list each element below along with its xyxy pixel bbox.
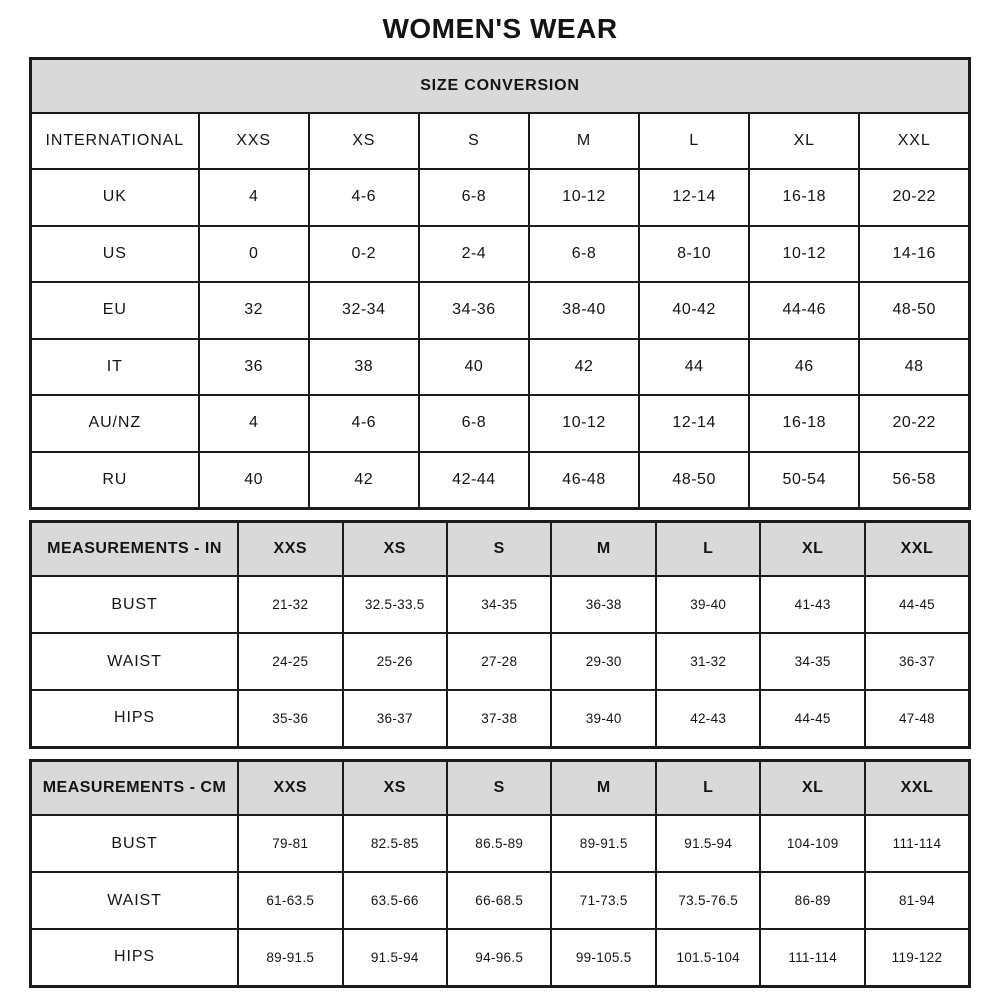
measurements-in-column-value: XXS [238,521,342,576]
measurements-cm-cell-value: 91.5-94 [343,929,447,986]
size-conversion-cell-label: IT [31,339,199,396]
measurements-in-cell-value: 35-36 [238,690,342,747]
size-conversion-body [31,59,970,509]
size-conversion-cell-value: 16-18 [749,169,859,226]
size-conversion-column-value: S [419,113,529,170]
size-conversion-cell-label: RU [31,452,199,509]
size-conversion-cell-value: 6-8 [419,169,529,226]
measurements-cm-body [31,760,970,986]
size-conversion-cell-value: 56-58 [859,452,969,509]
size-conversion-column-value: M [529,113,639,170]
measurements-in-cell-value: 25-26 [343,633,447,690]
measurements-in-column-value: L [656,521,760,576]
size-conversion-cell-value: 42 [529,339,639,396]
size-conversion-cell-value: 10-12 [529,395,639,452]
size-conversion-cell-value: 44 [639,339,749,396]
measurements-cm-column-value: XXS [238,760,342,815]
size-conversion-cell-value: 36 [199,339,309,396]
measurements-cm-cell-value: 104-109 [760,815,864,872]
measurements-in-cell-value: 36-37 [343,690,447,747]
measurements-in-column-value: M [551,521,655,576]
measurements-cm-cell-value: 86-89 [760,872,864,929]
size-conversion-cell-value: 4 [199,395,309,452]
size-conversion-cell-value: 38 [309,339,419,396]
measurements-cm-cell-value: 82.5-85 [343,815,447,872]
size-conversion-cell-value: 8-10 [639,226,749,283]
size-conversion-cell-value: 48-50 [639,452,749,509]
measurements-cm-cell-value: 101.5-104 [656,929,760,986]
size-conversion-cell-value: 20-22 [859,169,969,226]
size-conversion-cell-value: 42 [309,452,419,509]
size-conversion-cell-label: EU [31,282,199,339]
measurements-in-column-value: XL [760,521,864,576]
size-conversion-cell-value: 44-46 [749,282,859,339]
measurements-in-cell-value: 47-48 [865,690,970,747]
size-conversion-cell-value: 48 [859,339,969,396]
measurements-cm-cell-label: BUST [31,815,239,872]
measurements-cm-cell-label: HIPS [31,929,239,986]
measurements-in-cell-value: 36-37 [865,633,970,690]
size-conversion-cell-value: 16-18 [749,395,859,452]
size-conversion-cell-value: 12-14 [639,169,749,226]
measurements-in-column-value: XXL [865,521,970,576]
measurements-cm-cell-value: 86.5-89 [447,815,551,872]
measurements-in-table [29,520,971,749]
size-conversion-cell-value: 32 [199,282,309,339]
size-conversion-cell-value: 4 [199,169,309,226]
measurements-in-column-label: MEASUREMENTS - IN [31,521,239,576]
size-conversion-cell-value: 50-54 [749,452,859,509]
measurements-cm-cell-value: 99-105.5 [551,929,655,986]
measurements-in-cell-value: 32.5-33.5 [343,576,447,633]
size-conversion-cell-value: 38-40 [529,282,639,339]
size-conversion-cell-label: AU/NZ [31,395,199,452]
measurements-cm-cell-value: 91.5-94 [656,815,760,872]
size-conversion-cell-value: 40 [199,452,309,509]
measurements-cm-cell-value: 71-73.5 [551,872,655,929]
measurements-cm-cell-value: 89-91.5 [238,929,342,986]
measurements-cm-column-value: M [551,760,655,815]
size-conversion-cell-label: US [31,226,199,283]
size-conversion-cell-value: 6-8 [419,395,529,452]
measurements-cm-cell-value: 111-114 [760,929,864,986]
measurements-in-cell-label: WAIST [31,633,239,690]
measurements-in-cell-value: 44-45 [865,576,970,633]
measurements-cm-cell-value: 94-96.5 [447,929,551,986]
size-conversion-cell-value: 40 [419,339,529,396]
size-conversion-column-value: XXL [859,113,969,170]
size-conversion-cell-value: 0 [199,226,309,283]
measurements-in-column-value: S [447,521,551,576]
measurements-in-cell-value: 44-45 [760,690,864,747]
measurements-cm-cell-value: 66-68.5 [447,872,551,929]
measurements-in-cell-value: 21-32 [238,576,342,633]
size-conversion-column-label: INTERNATIONAL [31,113,199,170]
measurements-in-cell-value: 41-43 [760,576,864,633]
size-conversion-cell-value: 40-42 [639,282,749,339]
measurements-in-cell-value: 27-28 [447,633,551,690]
measurements-in-cell-label: HIPS [31,690,239,747]
measurements-cm-cell-label: WAIST [31,872,239,929]
measurements-cm-cell-value: 63.5-66 [343,872,447,929]
measurements-in-body [31,521,970,747]
size-conversion-column-value: L [639,113,749,170]
measurements-in-cell-value: 37-38 [447,690,551,747]
size-conversion-cell-value: 4-6 [309,169,419,226]
measurements-in-cell-value: 34-35 [760,633,864,690]
measurements-cm-cell-value: 111-114 [865,815,970,872]
size-conversion-column-value: XXS [199,113,309,170]
measurements-in-cell-value: 42-43 [656,690,760,747]
measurements-cm-column-value: S [447,760,551,815]
size-conversion-cell-value: 14-16 [859,226,969,283]
size-conversion-cell-value: 10-12 [749,226,859,283]
measurements-cm-cell-value: 79-81 [238,815,342,872]
measurements-in-cell-value: 24-25 [238,633,342,690]
size-conversion-cell-value: 48-50 [859,282,969,339]
measurements-in-cell-value: 39-40 [656,576,760,633]
size-conversion-column-value: XS [309,113,419,170]
measurements-cm-cell-value: 73.5-76.5 [656,872,760,929]
measurements-in-column-value: XS [343,521,447,576]
measurements-in-cell-value: 29-30 [551,633,655,690]
measurements-in-cell-value: 34-35 [447,576,551,633]
page-title: WOMEN'S WEAR [382,12,618,44]
measurements-cm-column-value: XL [760,760,864,815]
table-gap [29,510,971,520]
size-conversion-cell-value: 32-34 [309,282,419,339]
size-conversion-cell-label: UK [31,169,199,226]
size-conversion-cell-value: 6-8 [529,226,639,283]
size-conversion-cell-value: 10-12 [529,169,639,226]
table-gap [29,749,971,759]
size-conversion-table [29,57,971,510]
size-conversion-cell-value: 12-14 [639,395,749,452]
size-conversion-cell-value: 2-4 [419,226,529,283]
measurements-in-cell-label: BUST [31,576,239,633]
measurements-in-cell-value: 39-40 [551,690,655,747]
measurements-cm-cell-value: 81-94 [865,872,970,929]
measurements-cm-column-value: XS [343,760,447,815]
size-conversion-cell-value: 0-2 [309,226,419,283]
size-conversion-banner: SIZE CONVERSION [31,59,970,113]
measurements-cm-cell-value: 119-122 [865,929,970,986]
measurements-in-cell-value: 36-38 [551,576,655,633]
measurements-in-cell-value: 31-32 [656,633,760,690]
measurements-cm-column-value: L [656,760,760,815]
measurements-cm-table [29,759,971,988]
measurements-cm-cell-value: 89-91.5 [551,815,655,872]
size-conversion-column-value: XL [749,113,859,170]
size-conversion-cell-value: 20-22 [859,395,969,452]
size-conversion-cell-value: 46 [749,339,859,396]
measurements-cm-cell-value: 61-63.5 [238,872,342,929]
size-conversion-cell-value: 46-48 [529,452,639,509]
measurements-cm-column-value: XXL [865,760,970,815]
size-conversion-cell-value: 4-6 [309,395,419,452]
measurements-cm-column-label: MEASUREMENTS - CM [31,760,239,815]
size-conversion-cell-value: 42-44 [419,452,529,509]
size-conversion-cell-value: 34-36 [419,282,529,339]
